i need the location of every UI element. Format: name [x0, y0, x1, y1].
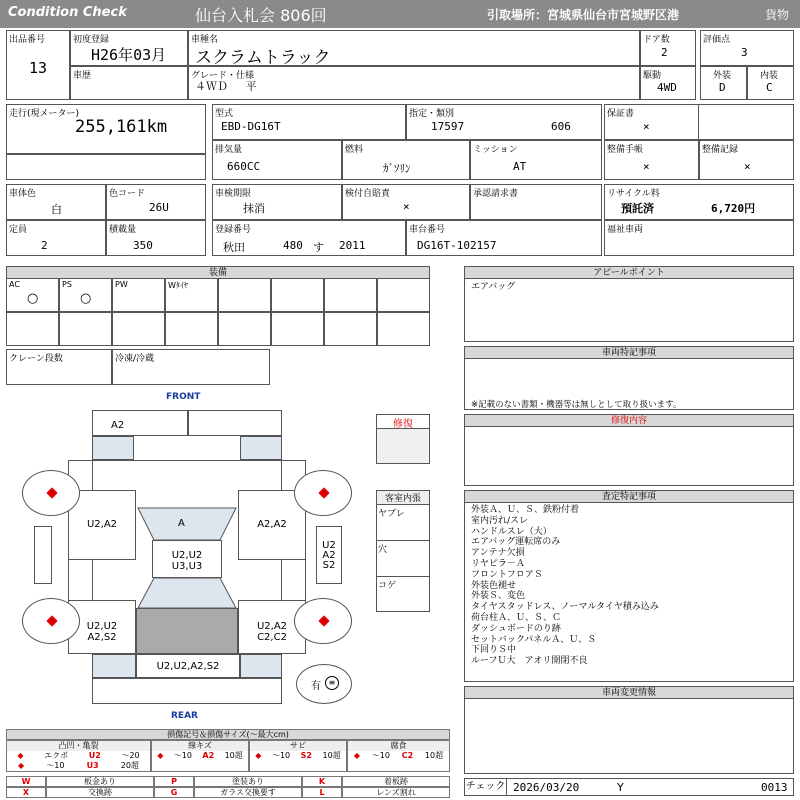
appeal-panel [464, 266, 794, 342]
repair-title: 修復内容 [465, 415, 793, 427]
exterior-grade: D [719, 81, 726, 94]
mission-label: ミッション [473, 145, 518, 155]
color-code: 26U [149, 201, 169, 214]
hood-damage: A2 [111, 420, 125, 431]
diamond-icon: ◆ [18, 761, 25, 770]
mission: AT [513, 160, 527, 173]
vehicle-name: スクラムトラック [195, 48, 331, 68]
interior-box [376, 490, 430, 612]
approval-cell [470, 184, 602, 220]
legend-cell: 〜10 [371, 751, 390, 760]
category-number: 606 [551, 120, 571, 133]
interior-burn: コゲ [378, 581, 397, 591]
equipment-slot [271, 312, 324, 346]
front-left-tire-icon [22, 470, 80, 516]
warranty: × [643, 120, 650, 133]
inspection-notes-list [471, 505, 659, 667]
equipment-slot [6, 278, 59, 312]
drive-cell [640, 66, 696, 100]
legend-cell: C2 [401, 751, 414, 760]
inspection-notes-panel [464, 490, 794, 682]
capacity-label: 定員 [9, 225, 28, 235]
mission-cell [470, 140, 602, 180]
check-number: 0013 [761, 781, 788, 794]
rear-left-tire-icon [22, 598, 80, 644]
inspection-note: 外装色褪せ [471, 580, 517, 591]
inspection-note: 下回りＳ中 [471, 645, 517, 656]
legend-cell: 10超 [424, 751, 444, 760]
chassis: DG16T-102157 [417, 239, 497, 252]
right-side-damage-2: A2 [322, 550, 336, 561]
mileage: 255,161km [75, 117, 168, 137]
reg-area: 秋田 [223, 241, 245, 254]
displacement-label: 排気量 [215, 145, 243, 155]
left-front-damage: U2,A2 [86, 519, 118, 530]
approval-label: 承認請求書 [473, 189, 519, 199]
regno-label: 登録番号 [215, 225, 252, 235]
special-title: 車両特記事項 [465, 347, 793, 359]
appeal-title: アピールポイント [465, 267, 793, 279]
diamond-icon: ◆ [157, 751, 164, 760]
legend-group-name: サビ [250, 741, 346, 751]
appeal-text: エアバッグ [471, 282, 516, 292]
maint-cell [699, 140, 794, 180]
right-side-damage-3: S2 [322, 560, 336, 571]
model: EBD-DG16T [221, 120, 281, 133]
equipment-slot [59, 312, 112, 346]
maint: × [744, 160, 751, 173]
legend-group-name: 腐食 [348, 741, 449, 751]
left-mirror [34, 526, 52, 584]
inspection-notes-title: 査定特記事項 [465, 491, 793, 503]
inspection-note: セットバックパネルＡ、Ｕ、Ｓ [471, 634, 597, 645]
reg-kana: す [313, 241, 324, 254]
interior-box-title: 客室内張 [377, 491, 429, 505]
interior-grade: C [766, 81, 773, 94]
legend-cell: 10超 [322, 751, 341, 760]
legend-row [7, 751, 150, 761]
legend-code: L [302, 787, 342, 798]
equipment-slot [218, 312, 271, 346]
rear-bumper-damage: U2,U2,A2,S2 [156, 661, 220, 672]
score: 3 [741, 46, 748, 59]
equipment-slot [377, 312, 430, 346]
regno-cell [212, 220, 406, 256]
equipment-slot [59, 278, 112, 312]
body-color: 白 [51, 203, 62, 216]
special-note: ※記載のない書類・機器等は無しとして取り扱います。 [471, 400, 682, 410]
front-label: FRONT [166, 392, 201, 402]
equipment-mark: ○ [80, 291, 92, 306]
hood-panel [92, 410, 188, 436]
changes-title: 車両変更情報 [465, 687, 793, 699]
repair-panel [464, 414, 794, 486]
legend-code: K [302, 776, 342, 787]
doors-cell [640, 30, 696, 66]
equipment-label: PS [62, 280, 72, 289]
lot-number: 13 [29, 59, 48, 77]
diamond-icon: ◆ [255, 751, 262, 760]
crane-cell [6, 349, 112, 385]
exterior-label: 外装 [713, 71, 732, 81]
reg-number: 2011 [339, 239, 366, 252]
inspection-note: 外装Ａ、Ｕ、Ｓ、鉄粉付着 [471, 505, 580, 515]
legend-row [7, 761, 150, 771]
equipment-slot [324, 278, 377, 312]
front-left-light [92, 436, 134, 460]
auction-name: 仙台入札会 806回 [195, 6, 327, 25]
rear-right-light [240, 654, 282, 678]
rear-window-shape [138, 578, 236, 608]
header-title: Condition Check [8, 5, 127, 20]
legend-group-name: 線キズ [152, 741, 248, 751]
legend-group [6, 740, 151, 772]
fuel-label: 燃料 [345, 145, 364, 155]
inspection-label: 車検期限 [215, 189, 252, 199]
manual-cell [604, 140, 699, 180]
designation-label: 指定・類別 [409, 109, 455, 119]
inspection-note: リヤピラ－Ａ [471, 558, 525, 569]
rear-bumper-panel [136, 654, 240, 678]
roof-panel [152, 540, 222, 578]
mileage-cell [6, 104, 206, 154]
special-panel [464, 346, 794, 410]
load: 350 [133, 239, 153, 252]
lot-cell [6, 30, 70, 100]
load-label: 積載量 [109, 225, 137, 235]
inspection-note: 外装Ｓ、変色 [471, 591, 526, 602]
doors-label: ドア数 [643, 35, 670, 45]
exterior-cell [700, 66, 747, 100]
first-reg: H26年03月 [91, 46, 167, 64]
legend-cell: U2 [88, 751, 101, 760]
repair-box-label: 修復 [377, 415, 429, 429]
legend-code: 交換跡 [46, 787, 154, 798]
equipment-label: Wﾀｲﾔ [168, 281, 188, 290]
name-label: 車種名 [191, 35, 219, 45]
repair-box [376, 414, 430, 464]
legend-row [348, 751, 449, 761]
legend-cell: 20超 [120, 761, 139, 770]
name-cell [188, 30, 640, 66]
diamond-icon: ◆ [17, 751, 24, 760]
inspection-note: ルーフＵ大 アオリ開閉不良 [471, 656, 588, 667]
rear-right-tire-icon [294, 598, 352, 644]
inspection-note: フロントフロアＳ [471, 569, 543, 580]
first-reg-cell [70, 30, 188, 66]
capacity: 2 [41, 239, 48, 252]
rear-label: REAR [171, 711, 198, 721]
recycle-status: 預託済 [621, 202, 654, 215]
legend-cell: U3 [86, 761, 99, 770]
right-side-damage-1: U2 [322, 540, 336, 551]
equipment-slot [165, 312, 218, 346]
right-front-damage: A2,A2 [257, 519, 287, 530]
windshield-damage: A [178, 518, 185, 529]
equipment-slot [165, 278, 218, 312]
inspection-note: ダッシュボードのり跡 [471, 623, 561, 634]
inspection-note: 荷台柱Ａ、Ｕ、Ｓ、Ｃ [471, 612, 562, 623]
check-date: 2026/03/20 [513, 781, 580, 794]
manual: × [643, 160, 650, 173]
drive: 4WD [657, 81, 677, 94]
legend-title: 損傷記号＆損傷サイズ(〜最大cm) [6, 729, 450, 740]
fuel: ｶﾞｿﾘﾝ [383, 162, 411, 175]
freezer-cell [112, 349, 270, 385]
legend-cell: エクボ [44, 751, 69, 760]
equipment-slot [112, 312, 165, 346]
load-cell [106, 220, 206, 256]
chassis-cell [406, 220, 602, 256]
rear-gate-panel [92, 678, 282, 704]
check-footer [464, 778, 794, 796]
fuel-cell [342, 140, 470, 180]
equipment-label: PW [115, 280, 128, 289]
warranty-label: 保証書 [607, 109, 635, 119]
legend-cell: 〜10 [46, 761, 65, 770]
equipment-slot [112, 278, 165, 312]
legend-group [249, 740, 347, 772]
lot-label: 出品番号 [9, 35, 46, 45]
manual-label: 整備手帳 [607, 145, 644, 155]
check-label: チェック [465, 779, 507, 795]
legend-group [347, 740, 450, 772]
body-color-label: 車体色 [9, 189, 37, 199]
legend-code: ガラス交換要す [194, 787, 302, 798]
inspection-note: タイヤスタッドレス、ノーマルタイヤ積み込み [471, 602, 659, 613]
crane-label: クレーン段数 [9, 354, 63, 364]
header-bar [0, 0, 800, 28]
interior-hole: 穴 [377, 541, 429, 577]
changes-panel [464, 686, 794, 774]
legend-cell: 10超 [224, 751, 243, 760]
welfare-cell [604, 220, 794, 256]
inspection-note: ハンドルスレ（大） [471, 526, 552, 537]
designation-cell [406, 104, 602, 140]
welfare-label: 福祉車両 [607, 225, 644, 235]
legend-code: W [6, 776, 46, 787]
inspection-note: アンテナ欠損 [471, 548, 525, 559]
grade: ４ＷＤ 平 [195, 80, 257, 93]
chassis-label: 車台番号 [409, 225, 446, 235]
grade-label: グレード・仕様 [191, 71, 255, 81]
inspection: 抹消 [243, 202, 265, 215]
equipment-slot [271, 278, 324, 312]
capacity-cell [6, 220, 106, 256]
legend-row [152, 751, 248, 761]
right-rear-damage-1: U2,A2 [256, 621, 288, 632]
equipment-slot [377, 278, 430, 312]
cargo-bed [136, 608, 238, 654]
history-cell [70, 66, 188, 100]
legend [6, 729, 450, 798]
equipment-slot [218, 278, 271, 312]
legend-cell: S2 [300, 751, 312, 760]
pickup-location: 引取場所：宮城県仙台市宮城野区港 [487, 8, 680, 22]
displacement: 660CC [227, 160, 261, 173]
doors: 2 [661, 46, 668, 59]
legend-group [151, 740, 249, 772]
insurance-label: 検付自賠責 [345, 189, 391, 199]
legend-code: P [154, 776, 194, 787]
recycle-cell [604, 184, 794, 220]
legend-code: 着板跡 [342, 776, 450, 787]
model-cell [212, 104, 406, 140]
left-rear-damage-1: U2,U2 [86, 621, 118, 632]
front-right-tire-icon [294, 470, 352, 516]
legend-cell: 〜10 [271, 751, 291, 760]
mileage-extra-cell [6, 154, 206, 180]
recycle-fee: 6,720円 [711, 202, 756, 215]
legend-row [250, 751, 346, 761]
freezer-label: 冷凍/冷蔵 [115, 354, 155, 364]
equipment-title: 装備 [7, 267, 429, 279]
legend-cell: 〜10 [173, 751, 192, 760]
left-rear-damage-2: A2,S2 [87, 632, 117, 643]
insurance-cell [342, 184, 470, 220]
first-reg-label: 初度登録 [73, 35, 110, 45]
vehicle-category: 貨物 [765, 8, 790, 22]
diamond-icon: ◆ [353, 751, 361, 760]
equipment-label: AC [9, 280, 20, 289]
windshield-shape [138, 508, 236, 540]
spare-tire-label: 有 [311, 681, 321, 692]
equipment-slot [6, 312, 59, 346]
inspection-cell [212, 184, 342, 220]
check-inspector: Y [617, 781, 624, 794]
recycle-label: リサイクル料 [607, 189, 660, 199]
spare-tire-mark: ≡ [325, 676, 339, 690]
displacement-cell [212, 140, 342, 180]
mileage-label: 走行(現メーター) [9, 109, 80, 119]
body-color-cell [6, 184, 106, 220]
maint-label: 整備記録 [702, 145, 739, 155]
designation: 17597 [431, 120, 465, 133]
interior-cell [747, 66, 794, 100]
inspection-note: エアバッグ運転席のみ [471, 537, 561, 548]
grade-cell [188, 66, 640, 100]
roof-damage-2: U3,U3 [171, 561, 203, 572]
legend-code: レンズ割れ [342, 787, 450, 798]
legend-cell: 〜20 [121, 751, 140, 760]
spare-tire-icon [296, 664, 352, 704]
right-side-panel [316, 526, 342, 584]
rear-left-light [92, 654, 136, 678]
score-label: 評価点 [703, 35, 731, 45]
interior-label: 内装 [760, 71, 779, 81]
drive-label: 駆動 [643, 71, 662, 81]
front-bumper-panel [188, 410, 282, 436]
legend-code: 板金あり [46, 776, 154, 787]
score-cell [700, 30, 794, 66]
interior-tear: ヤブレ [377, 505, 429, 541]
warranty-cell [604, 104, 794, 140]
color-code-label: 色コード [109, 189, 146, 199]
legend-code-row [6, 776, 450, 787]
legend-code: G [154, 787, 194, 798]
equipment-mark: ○ [27, 291, 39, 306]
equipment-slot [324, 312, 377, 346]
legend-group-name: 凸凹・亀裂 [7, 741, 150, 751]
front-right-light [240, 436, 282, 460]
color-code-cell [106, 184, 206, 220]
reg-class: 480 [283, 239, 303, 252]
model-label: 型式 [215, 109, 234, 119]
legend-code-row [6, 787, 450, 798]
inspection-note: 室内汚れ/スレ [471, 515, 529, 526]
history-label: 車歴 [73, 71, 92, 81]
legend-code: 塗装あり [194, 776, 302, 787]
insurance: × [403, 200, 410, 213]
right-rear-damage-2: C2,C2 [257, 632, 287, 643]
roof-damage-1: U2,U2 [171, 550, 203, 561]
legend-cell: A2 [202, 751, 215, 760]
legend-code: X [6, 787, 46, 798]
